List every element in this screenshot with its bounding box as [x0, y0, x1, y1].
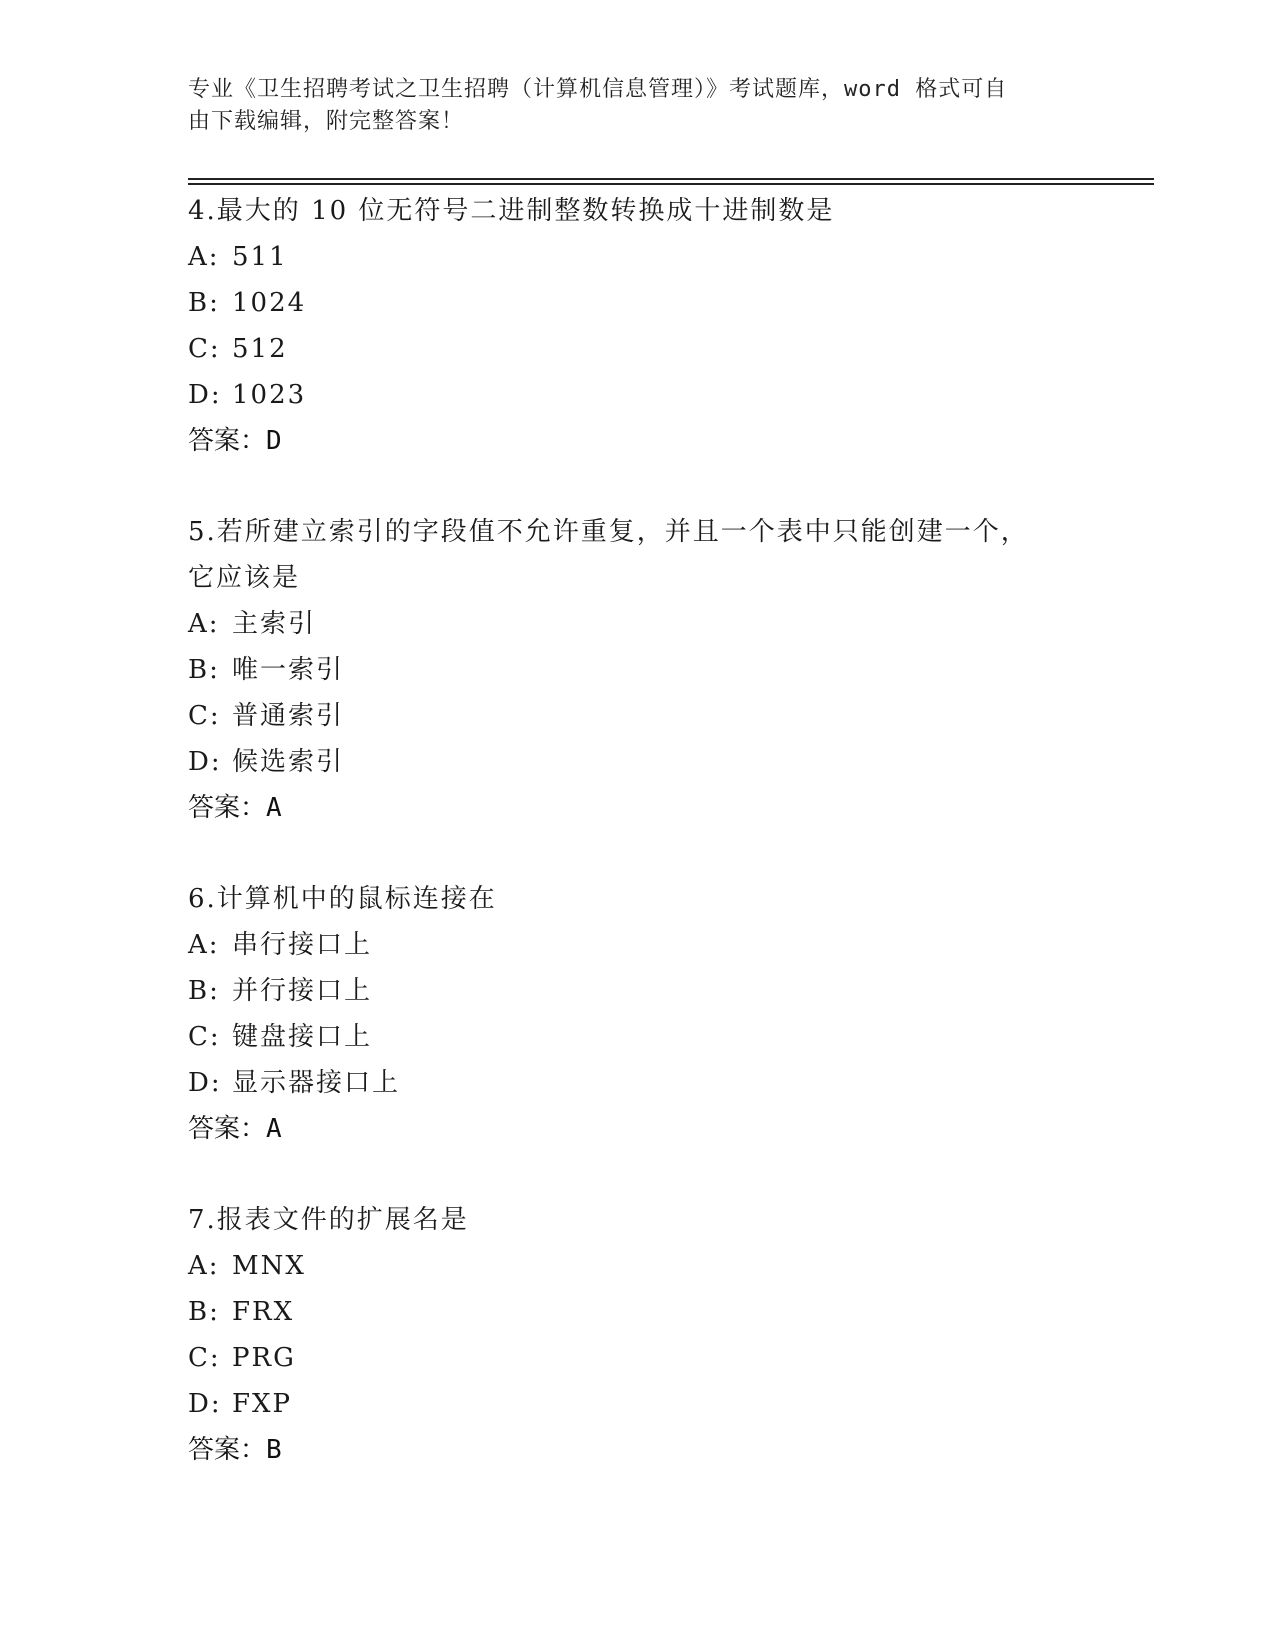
- question-stem: [188, 876, 1088, 922]
- answer-line: [188, 1106, 1088, 1152]
- option-row: [188, 1060, 1088, 1106]
- document-header: [188, 74, 1088, 138]
- option-row: [188, 739, 1088, 785]
- option-row: [188, 968, 1088, 1014]
- question-stem-line: 4.最大的 10 位无符号二进制整数转换成十进制数是: [188, 196, 835, 226]
- answer-value: B: [266, 1435, 282, 1465]
- option-text: 512: [232, 334, 288, 364]
- answer-value: A: [266, 793, 282, 823]
- option-row: [188, 601, 1088, 647]
- option-text: 并行接口上: [232, 976, 373, 1006]
- option-text: 1023: [232, 380, 307, 410]
- option-text: 主索引: [232, 609, 317, 639]
- option-row: [188, 1381, 1088, 1427]
- option-key: D:: [188, 747, 222, 777]
- option-key: C:: [188, 701, 221, 731]
- header-divider-bottom: [188, 183, 1154, 185]
- option-key: A:: [188, 930, 220, 960]
- header-divider-top: [188, 178, 1154, 180]
- option-text: MNX: [232, 1251, 306, 1281]
- option-text: PRG: [232, 1343, 296, 1373]
- answer-value: D: [266, 426, 282, 456]
- option-key: A:: [188, 1251, 220, 1281]
- answer-value: A: [266, 1114, 282, 1144]
- option-row: [188, 1243, 1088, 1289]
- option-row: [188, 647, 1088, 693]
- option-row: [188, 234, 1088, 280]
- option-text: 511: [232, 242, 288, 272]
- answer-line: [188, 418, 1088, 464]
- option-row: [188, 372, 1088, 418]
- option-key: A:: [188, 242, 220, 272]
- option-text: 键盘接口上: [232, 1022, 373, 1052]
- answer-label: 答案：: [188, 1435, 267, 1465]
- question-stem: [188, 509, 1088, 601]
- option-row: [188, 1014, 1088, 1060]
- answer-line: [188, 785, 1088, 831]
- option-row: [188, 693, 1088, 739]
- answer-label: 答案：: [188, 1114, 267, 1144]
- option-key: D:: [188, 1068, 222, 1098]
- option-text: 1024: [232, 288, 307, 318]
- question-stem-line: 它应该是: [188, 563, 301, 593]
- question-stem-line: 7.报表文件的扩展名是: [188, 1205, 469, 1235]
- option-key: C:: [188, 1343, 221, 1373]
- option-text: FRX: [232, 1297, 295, 1327]
- question-block: [188, 188, 1088, 464]
- header-line-1: 专业《卫生招聘考试之卫生招聘（计算机信息管理）》考试题库，word 格式可自: [188, 77, 1008, 102]
- option-row: [188, 1289, 1088, 1335]
- option-key: D:: [188, 1389, 222, 1419]
- question-stem: [188, 188, 1088, 234]
- answer-label: 答案：: [188, 426, 267, 456]
- option-row: [188, 922, 1088, 968]
- option-text: 候选索引: [232, 747, 345, 777]
- question-block: [188, 509, 1088, 831]
- question-block: [188, 1197, 1088, 1473]
- option-text: FXP: [232, 1389, 293, 1419]
- option-key: B:: [188, 288, 220, 318]
- question-stem-line: 6.计算机中的鼠标连接在: [188, 884, 497, 914]
- answer-label: 答案：: [188, 793, 267, 823]
- option-row: [188, 1335, 1088, 1381]
- option-key: C:: [188, 334, 221, 364]
- option-text: 串行接口上: [232, 930, 373, 960]
- option-key: B:: [188, 976, 220, 1006]
- option-row: [188, 326, 1088, 372]
- question-block: [188, 876, 1088, 1152]
- header-line-2: 由下载编辑，附完整答案！: [188, 109, 465, 134]
- option-key: D:: [188, 380, 222, 410]
- option-key: B:: [188, 655, 220, 685]
- option-text: 唯一索引: [232, 655, 345, 685]
- option-key: C:: [188, 1022, 221, 1052]
- option-key: B:: [188, 1297, 220, 1327]
- option-text: 显示器接口上: [232, 1068, 401, 1098]
- option-text: 普通索引: [232, 701, 345, 731]
- option-row: [188, 280, 1088, 326]
- question-stem: [188, 1197, 1088, 1243]
- answer-line: [188, 1427, 1088, 1473]
- option-key: A:: [188, 609, 220, 639]
- question-stem-line: 5.若所建立索引的字段值不允许重复，并且一个表中只能创建一个，: [188, 517, 1029, 547]
- question-list: [188, 188, 1088, 1518]
